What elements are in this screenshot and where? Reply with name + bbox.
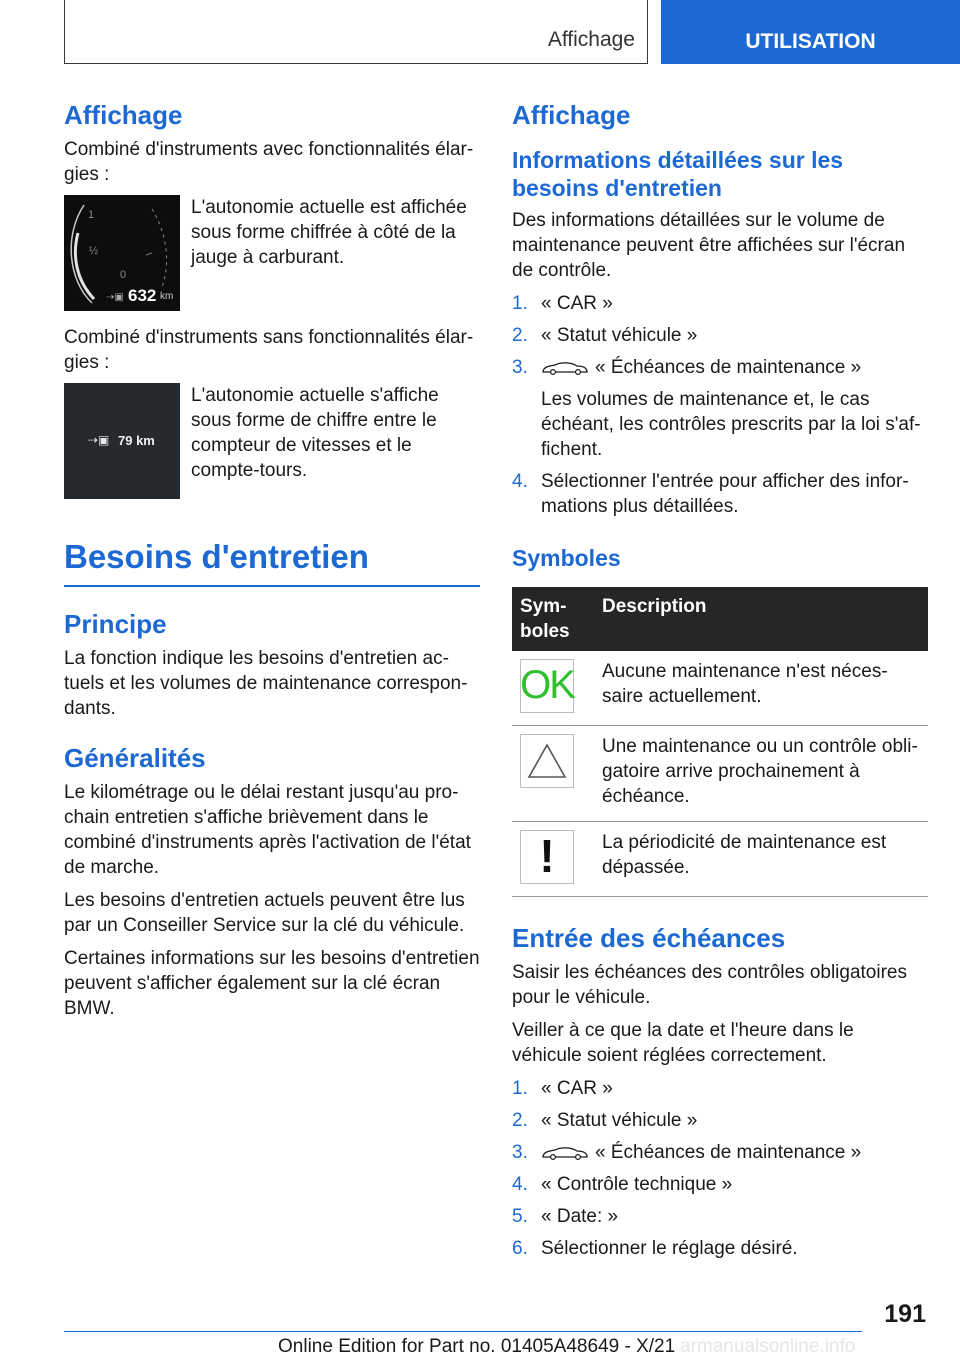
list-item: 2. « Statut véhicule » [512, 325, 698, 347]
table-row [512, 725, 928, 821]
header-chapter-tab[interactable]: UTILISATION [661, 0, 960, 64]
heading-affichage: Affichage [64, 100, 183, 130]
gauge-tick-half: ½ [89, 245, 99, 258]
footer-watermark: armanualsonline.info [680, 1336, 856, 1357]
range-unit: km [160, 291, 174, 303]
footer-divider [64, 1331, 862, 1332]
table-header-symbols: Symboles [512, 587, 594, 651]
para-generalites-1: Le kilométrage ou le délai restant jusqu'au prochain entretien s'affiche brièvement dans le combiné d'instruments après l'activation de l'état de marche. [64, 782, 471, 879]
para-generalites-2: Les besoins d'entretien actuels peuvent être lus par un Conseiller Service sur la clé du véhicule. [64, 890, 465, 937]
step-3-detail: Les volumes de maintenance et, le cas échéant, les contrôles prescrits par la loi s'affichent. [541, 389, 921, 461]
header-section-title: Affichage [547, 28, 635, 51]
steps-list-entree [512, 1076, 928, 1261]
table-cell-description: Une maintenance ou un contrôle obligatoire arrive prochainement à échéance. [594, 725, 928, 821]
car-icon [541, 1146, 589, 1160]
page-number: 191 [884, 1300, 926, 1328]
left-column [64, 100, 480, 1029]
heading-informations-detaillees: Informations détaillées sur les besoins d'entretien [512, 147, 844, 201]
range-value-basic: 79 km [118, 433, 155, 449]
cluster-image-extended [64, 195, 180, 311]
para-entree-2: Veiller à ce que la date et l'heure dans le véhicule soient réglées correctement. [512, 1020, 854, 1067]
heading-principe: Principe [64, 608, 167, 639]
fuel-pump-icon: ⇢▣ [106, 292, 124, 304]
list-item: 4. « Contrôle technique » [512, 1174, 733, 1196]
cluster-image-basic [64, 383, 180, 499]
list-item: 4. Sélectionner l'entrée pour afficher des informations plus détaillées. [512, 471, 909, 518]
list-item: 2. « Statut véhicule » [512, 1110, 698, 1132]
table-row [512, 821, 928, 896]
table-header-description: Description [594, 587, 928, 651]
warning-triangle-icon [520, 734, 574, 788]
table-cell-description: La périodicité de maintenance est dépassée. [594, 821, 928, 896]
heading-symboles: Symboles [512, 545, 621, 572]
car-icon [541, 361, 589, 375]
figure-extended-cluster [64, 195, 480, 311]
heading-affichage-right: Affichage [512, 100, 631, 130]
range-value: 632 [128, 286, 157, 306]
table-cell-description: Aucune maintenance n'est nécessaire actuellement. [594, 651, 928, 726]
list-item: 1. « CAR » [512, 293, 613, 315]
right-column [512, 100, 928, 1273]
figure-extended-caption: L'autonomie actuelle est affichée sous forme chiffrée à côté de la jauge à carburant. [191, 197, 467, 269]
para-without-extended: Combiné d'instruments sans fonctionnalités élargies : [64, 327, 474, 374]
fuel-pump-icon-basic: ⇢▣ [88, 433, 110, 448]
gauge-tick-0: 0 [120, 269, 127, 282]
table-row [512, 651, 928, 726]
list-item: 3. « Échéances de maintenance » Les volumes de maintenance et, le cas échéant, les contrôles prescrits par la loi s'affichent. [512, 355, 928, 462]
gauge-tick-1: 1 [88, 209, 95, 222]
list-item: 3. « Échéances de maintenance » [512, 1142, 862, 1164]
figure-basic-cluster [64, 383, 480, 499]
steps-list-info [512, 291, 928, 519]
symbols-table [512, 587, 928, 897]
list-item: 5. « Date: » [512, 1206, 619, 1228]
heading-generalites: Généralités [64, 742, 206, 773]
heading-entree-echeances: Entrée des échéances [512, 922, 786, 953]
list-item: 6. Sélectionner le réglage désiré. [512, 1238, 798, 1260]
exclamation-icon: ! [520, 830, 574, 884]
list-item: 1. « CAR » [512, 1078, 613, 1100]
para-entree-1: Saisir les échéances des contrôles obligatoires pour le véhicule. [512, 962, 907, 1009]
para-with-extended: Combiné d'instruments avec fonctionnalités élargies : [64, 139, 474, 186]
para-generalites-3: Certaines informations sur les besoins d'entretien peuvent s'afficher également sur la clé écran BMW. [64, 948, 480, 1020]
para-principe: La fonction indique les besoins d'entretien actuels et les volumes de maintenance correspondants. [64, 647, 468, 719]
footer-edition: Online Edition for Part no. 01405A48649 - X/21 [278, 1336, 676, 1357]
ok-icon: OK [520, 659, 574, 713]
para-informations: Des informations détaillées sur le volume de maintenance peuvent être affichées sur l'écran de contrôle. [512, 210, 906, 282]
heading-besoins-entretien: Besoins d'entretien [64, 537, 480, 587]
figure-basic-caption: L'autonomie actuelle s'affiche sous forme de chiffre entre le compteur de vitesses et le compte-tours. [191, 385, 439, 482]
